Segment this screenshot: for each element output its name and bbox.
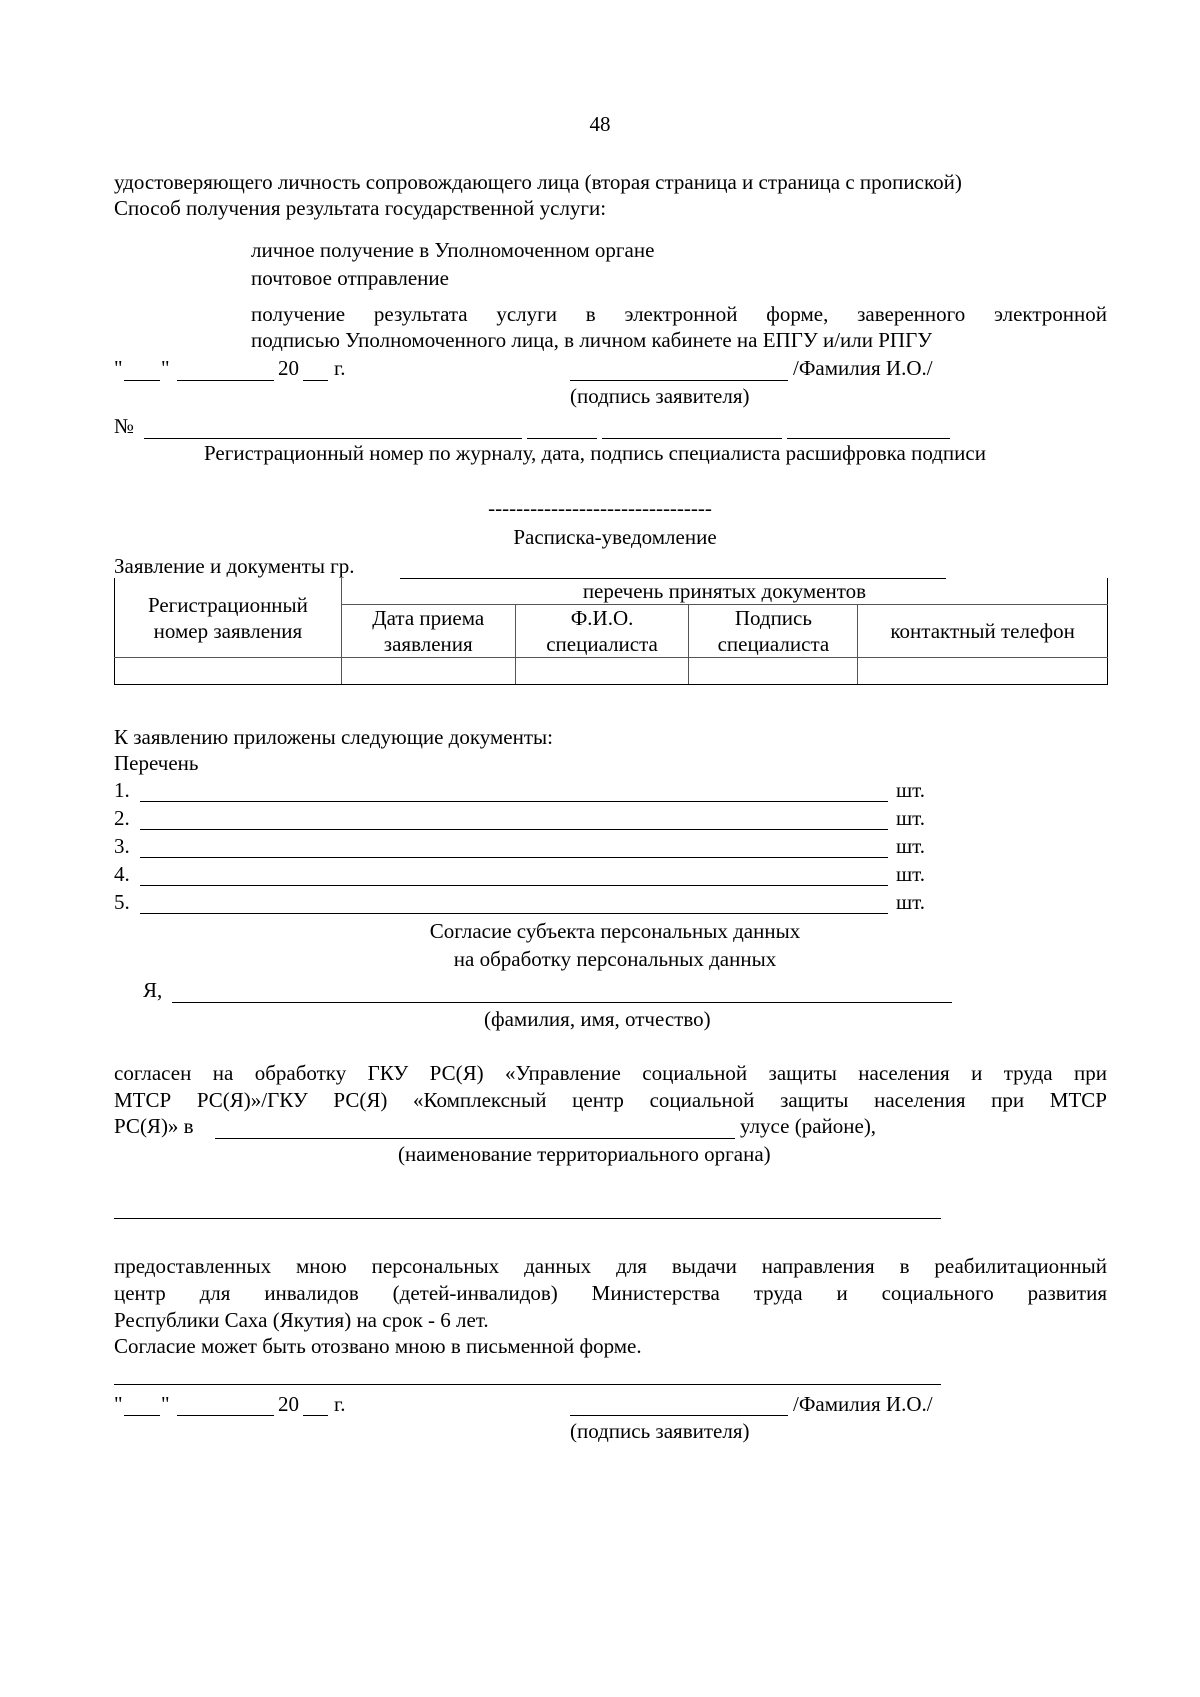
- date-quote-close: ": [161, 356, 170, 380]
- attachment-unit: шт.: [896, 862, 926, 886]
- date-quote-open: ": [114, 1392, 123, 1416]
- attachment-number: 4.: [114, 862, 130, 886]
- consent-i-label: Я,: [143, 978, 163, 1002]
- receipt-title-container: [0, 524, 1200, 550]
- attachment-field[interactable]: [140, 913, 888, 914]
- applicant-name-label: /Фамилия И.О./: [793, 356, 933, 380]
- consent-title-line1: Согласие субъекта персональных данных: [429, 919, 801, 943]
- consent-bottom-rule: [114, 1384, 941, 1385]
- specialist-signature-field[interactable]: [602, 438, 782, 439]
- date-month-field[interactable]: [177, 1415, 274, 1416]
- page-number: 48: [589, 112, 611, 136]
- date-quote-close: ": [161, 1392, 170, 1416]
- attachment-unit: шт.: [896, 806, 926, 830]
- consent-para1-line3-suffix: улусе (районе),: [740, 1114, 877, 1138]
- applicant-label: Заявление и документы гр.: [114, 554, 355, 578]
- cell-phone[interactable]: [858, 658, 1108, 685]
- delivery-option-electronic-line1: [251, 301, 1107, 327]
- consent-para2-line1-text: предоставленных мною персональных данных для выдачи направления в реабилитационный: [114, 1254, 1107, 1278]
- delivery-option-personal: личное получение в Уполномоченном органе: [251, 238, 655, 262]
- applicant-name-label: /Фамилия И.О./: [793, 1392, 933, 1416]
- receipt-table: [114, 578, 1108, 685]
- attachment-unit: шт.: [896, 778, 926, 802]
- cell-date[interactable]: [341, 658, 515, 685]
- consent-extra-field[interactable]: [114, 1218, 941, 1219]
- consent-para1-line3-prefix: РС(Я)» в: [114, 1114, 194, 1138]
- intro-line-1: удостоверяющего личность сопровождающего лица (вторая страница и страница с пропиской): [114, 170, 962, 194]
- applicant-signature-caption: (подпись заявителя): [570, 384, 750, 408]
- consent-revoke-note: Согласие может быть отозвано мною в письменной форме.: [114, 1334, 642, 1358]
- territorial-organ-caption: (наименование территориального органа): [398, 1142, 771, 1166]
- consent-para2-line1: [114, 1253, 1107, 1279]
- attachment-field[interactable]: [140, 801, 888, 802]
- header-reg-number: [115, 578, 342, 658]
- page-number-container: [0, 111, 1200, 137]
- consent-title-line2: на обработку персональных данных: [453, 947, 777, 971]
- attachment-unit: шт.: [896, 890, 926, 914]
- header-phone: контактный телефон: [858, 605, 1108, 658]
- header-date-line1: Дата приема: [372, 606, 485, 630]
- applicant-signature-field[interactable]: [570, 1415, 788, 1416]
- header-specialist-name: [515, 605, 689, 658]
- table-row: [115, 658, 1108, 685]
- consent-title-container-2: [0, 946, 1200, 972]
- date-year-prefix: 20: [278, 1392, 299, 1416]
- registration-number-field[interactable]: [144, 438, 522, 439]
- delivery-option-post: почтовое отправление: [251, 266, 449, 290]
- cell-reg-number[interactable]: [115, 658, 342, 685]
- signature-decoding-field[interactable]: [787, 438, 950, 439]
- attachment-number: 1.: [114, 778, 130, 802]
- header-specialist-name-line2: специалиста: [546, 632, 658, 656]
- consent-para2-line2-text: центр для инвалидов (детей-инвалидов) Министерства труда и социального развития: [114, 1281, 1107, 1305]
- consent-para1-line2-text: МТСР РС(Я)»/ГКУ РС(Я) «Комплексный центр социальной защиты населения при МТСР: [114, 1088, 1107, 1112]
- consent-para2-line3: Республики Саха (Якутия) на срок - 6 лет.: [114, 1308, 489, 1332]
- applicant-signature-field[interactable]: [570, 380, 788, 381]
- header-reg-number-line1: Регистрационный: [147, 592, 308, 617]
- header-specialist-signature-line1: Подпись: [734, 606, 812, 630]
- consent-fio-caption: (фамилия, имя, отчество): [484, 1007, 711, 1031]
- consent-para1-line1: [114, 1060, 1107, 1086]
- date-month-field[interactable]: [177, 380, 274, 381]
- date-year-prefix: 20: [278, 356, 299, 380]
- delivery-option-electronic-text: получение результата услуги в электронной форме, заверенного электронной: [251, 302, 1107, 326]
- intro-line-2: Способ получения результата государственной услуги:: [114, 196, 607, 220]
- header-specialist-signature: [689, 605, 858, 658]
- consent-para2-line2: [114, 1280, 1107, 1306]
- date-year-suffix: г.: [334, 356, 346, 380]
- registration-caption: Регистрационный номер по журналу, дата, подпись специалиста расшифровка подписи: [204, 441, 986, 465]
- number-sign: №: [114, 414, 135, 438]
- cell-specialist-name[interactable]: [515, 658, 689, 685]
- separator-dashes: --------------------------------: [488, 496, 712, 520]
- attachment-field[interactable]: [140, 829, 888, 830]
- date-year-field[interactable]: [303, 380, 328, 381]
- date-day-field[interactable]: [124, 380, 160, 381]
- cell-specialist-signature[interactable]: [689, 658, 858, 685]
- header-documents-group: перечень принятых документов: [341, 578, 1107, 605]
- table-header-row-1: [115, 578, 1108, 605]
- attachments-intro: К заявлению приложены следующие документы:: [114, 725, 553, 749]
- header-reg-number-line2: номер заявления: [153, 618, 303, 643]
- attachment-number: 3.: [114, 834, 130, 858]
- consent-title-container: [0, 918, 1200, 944]
- attachment-unit: шт.: [896, 834, 926, 858]
- date-year-field[interactable]: [303, 1415, 328, 1416]
- applicant-signature-caption: (подпись заявителя): [570, 1419, 750, 1443]
- territorial-organ-field[interactable]: [215, 1138, 735, 1139]
- delivery-option-electronic-line2: подписью Уполномоченного лица, в личном кабинете на ЕПГУ и/или РПГУ: [251, 328, 933, 352]
- header-specialist-signature-line2: специалиста: [717, 632, 830, 656]
- receipt-title: Расписка-уведомление: [513, 525, 717, 549]
- date-day-field[interactable]: [124, 1415, 160, 1416]
- attachment-field[interactable]: [140, 857, 888, 858]
- consent-para1-line1-text: согласен на обработку ГКУ РС(Я) «Управление социальной защиты населения и труда при: [114, 1061, 1107, 1085]
- attachment-field[interactable]: [140, 885, 888, 886]
- header-date: [341, 605, 515, 658]
- separator-container: [0, 495, 1200, 521]
- date-year-suffix: г.: [334, 1392, 346, 1416]
- registration-date-field[interactable]: [527, 438, 597, 439]
- header-specialist-name-line1: Ф.И.О.: [570, 606, 634, 630]
- attachment-number: 5.: [114, 890, 130, 914]
- attachment-number: 2.: [114, 806, 130, 830]
- consent-para1-line2: [114, 1087, 1107, 1113]
- header-date-line2: заявления: [383, 632, 473, 656]
- attachments-list-label: Перечень: [114, 751, 199, 775]
- date-quote-open: ": [114, 356, 123, 380]
- consent-fio-field[interactable]: [172, 1002, 952, 1003]
